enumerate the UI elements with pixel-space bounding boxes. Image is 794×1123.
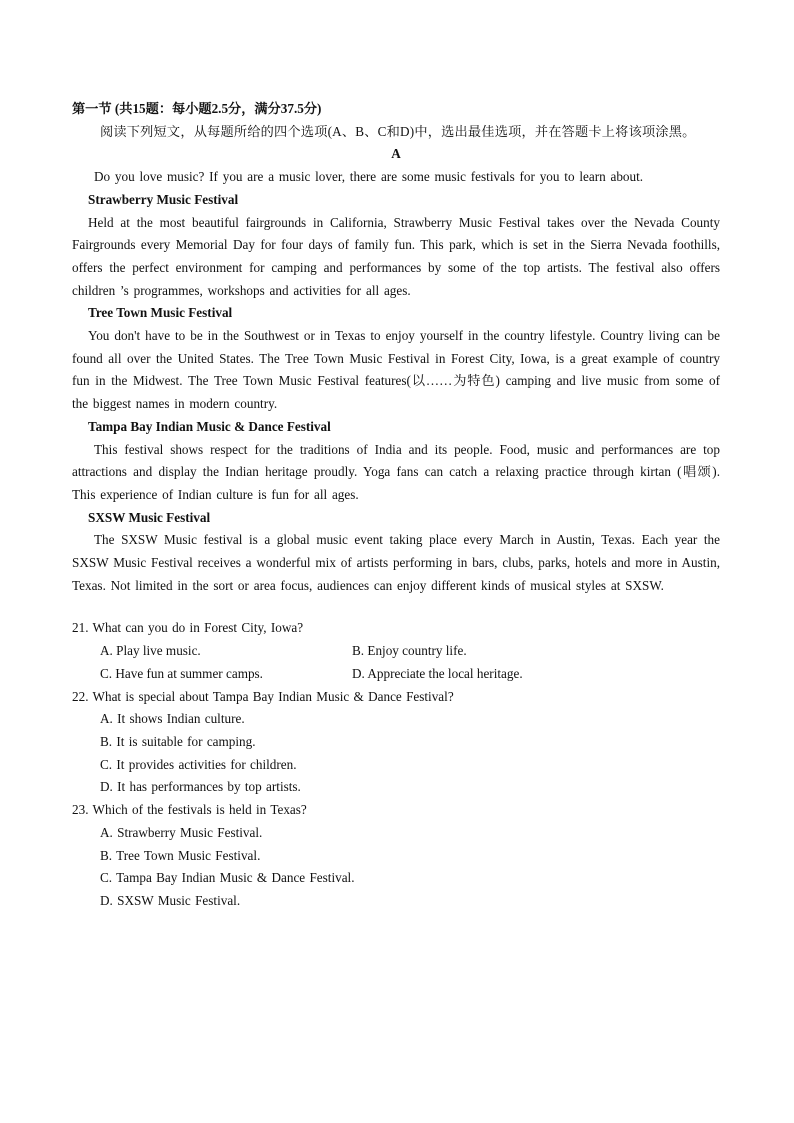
option-c[interactable]: C. Tampa Bay Indian Music & Dance Festival. <box>100 870 355 886</box>
passage-label: A <box>391 146 401 162</box>
festival-heading: SXSW Music Festival <box>88 509 211 525</box>
section-instruction: 阅读下列短文，从每题所给的四个选项(A、B、C和D)中，选出最佳选项，并在答题卡上将该项涂黑。 <box>100 123 696 139</box>
option-d[interactable]: D. It has performances by top artists. <box>100 779 301 795</box>
question-options <box>72 822 720 913</box>
option-row <box>100 663 720 686</box>
option-a[interactable]: A. Play live music. <box>100 643 201 659</box>
option-a[interactable]: A. Strawberry Music Festival. <box>100 824 263 840</box>
option-row <box>100 640 720 663</box>
question-stem: 22. What is special about Tampa Bay Indian Music & Dance Festival? <box>72 688 454 704</box>
option-c[interactable]: C. It provides activities for children. <box>100 756 297 772</box>
question-options <box>72 708 720 799</box>
option-d[interactable]: D. SXSW Music Festival. <box>100 892 241 908</box>
option-b[interactable]: B. Enjoy country life. <box>352 643 467 659</box>
festival-heading: Strawberry Music Festival <box>88 191 239 207</box>
option-b[interactable]: B. Tree Town Music Festival. <box>100 847 261 863</box>
option-a[interactable]: A. It shows Indian culture. <box>100 711 245 727</box>
section-title: 第一节 (共15题：每小题2.5分，满分37.5分) <box>72 101 322 116</box>
festival-paragraph: You don't have to be in the Southwest or in Texas to enjoy yourself in the country lifestyle. Country living can be found all over the United States. The Tree Town Music Festival in Forest City, Iowa, is a great example of country fun in the Midwest. The Tree Town Music Festival features(以……为特色) camping and live music from some of the biggest names in modern country. <box>72 328 720 412</box>
festival-heading: Tree Town Music Festival <box>88 305 233 321</box>
option-c[interactable]: C. Have fun at summer camps. <box>100 665 263 681</box>
festival-paragraph: This festival shows respect for the traditions of India and its people. Food, music and performances are top attractions and display the Indian heritage proudly. Yoga fans can catch a relaxing practice through kirtan (唱颂). This experience of Indian culture is fun for all ages. <box>72 441 720 502</box>
option-b[interactable]: B. It is suitable for camping. <box>100 733 256 749</box>
question-stem: 21. What can you do in Forest City, Iowa? <box>72 620 304 636</box>
festival-paragraph: The SXSW Music festival is a global music event taking place every March in Austin, Texas. Each year the SXSW Music Festival receives a wonderful mix of artists performing in bars, clubs, parks, hotels and more in Austin, Texas. Not limited in the sort or area focus, audiences can enjoy different kinds of musical styles at SXSW. <box>72 532 720 593</box>
spacer <box>72 597 720 617</box>
option-d[interactable]: D. Appreciate the local heritage. <box>352 665 523 681</box>
festival-heading: Tampa Bay Indian Music & Dance Festival <box>88 418 331 434</box>
question-options <box>72 640 720 685</box>
festival-paragraph: Held at the most beautiful fairgrounds in California, Strawberry Music Festival takes over the Nevada County Fairgrounds every Memorial Day for four days of family fun. This park, which is set in the Sierra Nevada foothills, offers the perfect environment for camping and performances by some of the top artists. The festival also offers children ’s programmes, workshops and activities for all ages. <box>72 214 720 298</box>
exam-page <box>72 98 720 913</box>
question-stem: 23. Which of the festivals is held in Texas? <box>72 802 307 818</box>
passage-intro: Do you love music? If you are a music lover, there are some music festivals for you to learn about. <box>94 169 644 185</box>
